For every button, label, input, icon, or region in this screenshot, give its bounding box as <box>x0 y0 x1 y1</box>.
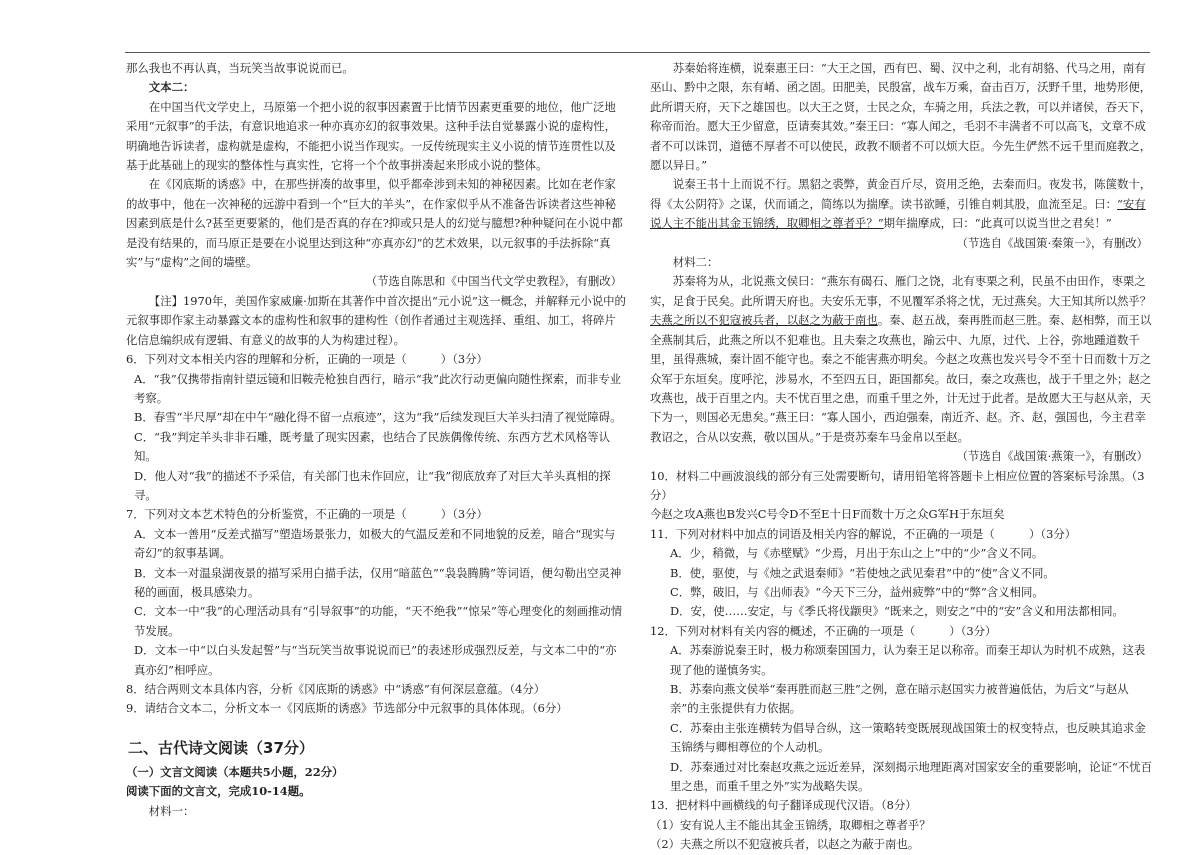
question-7-option-b: B．文本一对温泉湖夜景的描写采用白描手法，仅用“暗蓝色”“袅袅腾腾”等词语，便勾勒出空灵神秘的画面，极具感染力。 <box>134 565 622 599</box>
text2-source: （节选自陈思和《中国当代文学史教程》，有删改） <box>365 274 622 289</box>
question-12-option-c: C．苏秦由主张连横转为倡导合纵，这一策略转变既展现战国策士的权变特点，也反映其追求金玉锦绣与卿相尊位的个人动机。 <box>670 720 1146 755</box>
question-12: 12．下列对材料有关内容的概述，不正确的一项是（ ）（3分） <box>650 623 997 638</box>
question-11-option-c: C．弊，破旧，与《出师表》“今天下三分，益州疲弊”中的“弊”含义相同。 <box>670 584 1044 599</box>
question-13-part-1: （1）安有说人主不能出其金玉锦绣，取卿相之尊者乎？ <box>650 817 931 832</box>
question-11-option-a: A．少，稍微，与《赤壁赋》“少焉，月出于东山之上”中的“少”含义不同。 <box>670 546 1044 561</box>
question-6-option-a: A．“我”仅携带指南针望远镜和旧鞍壳枪独自西行，暗示“我”此次行动更偏向随性探索，而非专业考察。 <box>134 371 622 405</box>
material-1-paragraph-2 <box>650 175 1152 233</box>
underlined-sentence-1: “安有说人主不能出其金玉锦绣，取卿相之尊者乎？” <box>650 196 1146 231</box>
material-1-label: 材料一： <box>148 803 195 818</box>
question-6: 6．下列对文本相关内容的理解和分析，正确的一项是（ ）（3分） <box>126 352 488 367</box>
question-12-option-b: B．苏秦向燕文侯举“秦再胜而赵三胜”之例，意在暗示赵国实力被普遍低估，为后文“与赵从亲”的主张提供有力依据。 <box>670 682 1129 716</box>
question-12-option-a: A．苏秦游说秦王时，极力称颂秦国国力，认为秦王足以称帝。而秦王却认为时机不成熟，这表现了他的谨慎务实。 <box>670 643 1146 677</box>
text2-paragraph-2: 在《冈底斯的诱惑》中，在那些拼凑的故事里，似乎都牵涉到未知的神秘因素。比如在老作家的故事中，他在一次神秘的远游中看到一个“巨大的羊头”，在作家似乎从不准备告诉读者这些神秘因素到底是什么?甚至更要紧的，他们是否真的存在?抑或只是人的幻觉与臆想?种种疑问在小说中都是没有结果的，而马原正是要在小说里达到这种“亦真亦幻”的艺术效果，以元叙事的手法拆除“真实”与“虚构”之间的墙壁。 <box>126 177 623 270</box>
right-column <box>650 59 1152 855</box>
question-6-option-c: C．“我”判定羊头非非石雕，既考量了现实因素，也结合了民族偶像传统、东西方艺术风格等认知。 <box>134 429 610 464</box>
question-6-option-b: B．春雪“半尺厚”却在中午“融化得不留一点痕迹”，这为“我”后续发现巨大羊头扫清了视觉障碍。 <box>134 410 622 425</box>
text2-paragraph-1: 在中国当代文学史上，马原第一个把小说的叙事因素置于比情节因素更重要的地位，他广泛地采用“元叙事”的手法，有意识地追求一种亦真亦幻的叙事效果。这种手法自觉暴露小说的虚构性，明确地告诉读者，虚构就是虚构，不能把小说当作现实。一反传统现实主义小说的情节连贯性以及基于此基础上的现实的整体性与真实性，它将一个个故事拼凑起来形成小说的整体。 <box>126 99 617 173</box>
question-7-option-a: A．文本一善用“反差式描写”塑造场景张力，如极大的气温反差和不同地貌的反差，暗合“现实与奇幻”的叙事基调。 <box>134 526 616 561</box>
material-1-paragraph-1: 苏秦始将连横，说秦惠王曰：“大王之国，西有巴、蜀、汉中之利，北有胡貉、代马之用，南有巫山、黔中之限，东有崤、函之固。田肥美，民殷富，战车万乘，奋击百万，沃野千里，地势形便，此所谓天府，天下之雄国也。以大王之贤，士民之众，车骑之用，兵法之教，可以并诸侯，吞天下，称帝而治。愿大王少留意，臣请奏其效。”秦王曰：“寡人闻之，毛羽不丰满者不可以高飞，文章不成者不可以诛罚，道德不厚者不可以使民，政教不顺者不可以烦大臣。今先生俨然不远千里而庭教之，愿以异日。” <box>650 61 1152 173</box>
left-column <box>126 59 626 821</box>
material-1-source: （节选自《战国策·秦策一》，有删改） <box>956 235 1148 250</box>
material-2-source: （节选自《战国策·燕策一》，有删改） <box>956 449 1148 464</box>
question-13-part-2: （2）夫燕之所以不犯寇被兵者，以赵之为蔽于南也。 <box>650 837 920 852</box>
underlined-sentence-2: 夫燕之所以不犯寇被兵者，以赵之为蔽于南也 <box>650 313 878 328</box>
question-11: 11．下列对材料中加点的词语及相关内容的解说，不正确的一项是（ ）（3分） <box>650 526 1077 541</box>
text2-title: 文本二： <box>148 80 195 95</box>
question-11-option-b: B．使，驱使，与《烛之武退秦师》“若使烛之武见秦君”中的“使”含义不同。 <box>670 565 1055 580</box>
question-12-option-d: D．苏秦通过对比秦赵攻燕之远近差异，深刻揭示地理距离对国家安全的重要影响，论证“不忧百里之患，而重千里之外”实为战略失误。 <box>670 759 1152 794</box>
question-7-option-d: D．文本一中“以白头发起誓”与“当玩笑当故事说说而已”的表述形成强烈反差，与文本二中的“亦真亦幻”相呼应。 <box>134 643 617 677</box>
material-1-text: 说秦王书十上而说不行。黑貂之裘弊，黄金百斤尽，资用乏绝，去秦而归。夜发书，陈箧数十，得《太公阴符》之谋，伏而诵之，简练以为揣摩。读书欲睡，引锥自刺其股，血流至足。曰： <box>650 177 1152 211</box>
material-2-text-end: 。秦、赵五战，秦再胜而赵三胜。秦、赵相弊，而王以全燕制其后，此燕之所以不犯难也。且夫秦之攻燕也，踰云中、九原，过代、上谷，弥地踵道数千里，虽得燕城，秦计固不能守也。秦之不能害燕亦明矣。今赵之攻燕也发兴号令不至十日而数十万之众军于东垣矣。度呼沱，涉易水，不至四五日，距国都矣。故曰，秦之攻燕也，战于千里之外；赵之攻燕也，战于百里之内。夫不忧百里之患，而重千里之外，计无过于此者。是故愿大王与赵从亲，天下为一，则国必无患矣。”燕王曰：“寡人国小，西迫强秦，南近齐、赵。齐、赵，强国也，今主君幸教诏之，合从以安燕，敬以国从。”于是赍苏秦车马金帛以至赵。 <box>650 313 1152 444</box>
text1-ending: 那么我也不再认真，当玩笑当故事说说而已。 <box>126 61 354 75</box>
question-10-sentence: 今赵之攻A燕也B发兴C号令D不至E十日F而数十万之众G军H于东垣矣 <box>650 507 1005 522</box>
question-10: 10．材料二中画波浪线的部分有三处需要断句，请用铅笔将答题卡上相应位置的答案标号涂黑。（3分） <box>650 468 1145 502</box>
question-7-option-c: C．文本一中“我”的心理活动具有“引导叙事”的功能，“天不绝我”“惊呆”等心理变化的刻画推动情节发展。 <box>134 604 623 638</box>
question-6-option-d: D．他人对“我”的描述不予采信，有关部门也未作回应，让“我”彻底放弃了对巨大羊头真相的探寻。 <box>134 468 611 502</box>
section-heading: 二、古代诗文阅读（37分） <box>128 738 314 757</box>
material-2-text: 苏秦将为从，北说燕文侯曰：“燕东有碣石、雁门之饶，北有枣栗之利，民虽不由田作，枣栗之实，足食于民矣。此所谓天府也。夫安乐无事，不见覆军杀将之忧，无过燕矣。大王知其所以然乎？ <box>650 274 1152 308</box>
subsection-heading: （一）文言文阅读（本题共5小题，22分） <box>126 764 344 779</box>
header-rule <box>125 52 1150 53</box>
material-2-paragraph <box>650 272 1152 447</box>
material-2-label: 材料二： <box>672 255 719 270</box>
footnote: 【注】1970年，美国作家威廉·加斯在其著作中首次提出“元小说”这一概念，并解释元小说中的元叙事即作家主动暴露文本的虚构性和叙事的建构性（创作者通过主观选择、重组、加工，将碎片化信息编织成有逻辑、有意义的故事的人为构建过程）。 <box>126 293 626 347</box>
question-7: 7．下列对文本艺术特色的分析鉴赏，不正确的一项是（ ）（3分） <box>126 507 488 522</box>
question-13: 13．把材料中画横线的句子翻译成现代汉语。（8分） <box>650 798 917 813</box>
material-1-text-end: 期年揣摩成，曰：“此真可以说当世之君矣！” <box>883 216 1112 231</box>
question-11-option-d: D．安，使……安定，与《季氏将伐颛臾》“既来之，则安之”中的“安”含义和用法都相同。 <box>670 604 1124 619</box>
question-8: 8．结合两则文本具体内容，分析《冈底斯的诱惑》中“诱惑”有何深层意蕴。（4分） <box>126 682 546 696</box>
question-9: 9．请结合文本二，分析文本一《冈底斯的诱惑》节选部分中元叙事的具体体现。（6分） <box>126 701 568 716</box>
reading-instruction: 阅读下面的文言文，完成10-14题。 <box>126 784 311 799</box>
